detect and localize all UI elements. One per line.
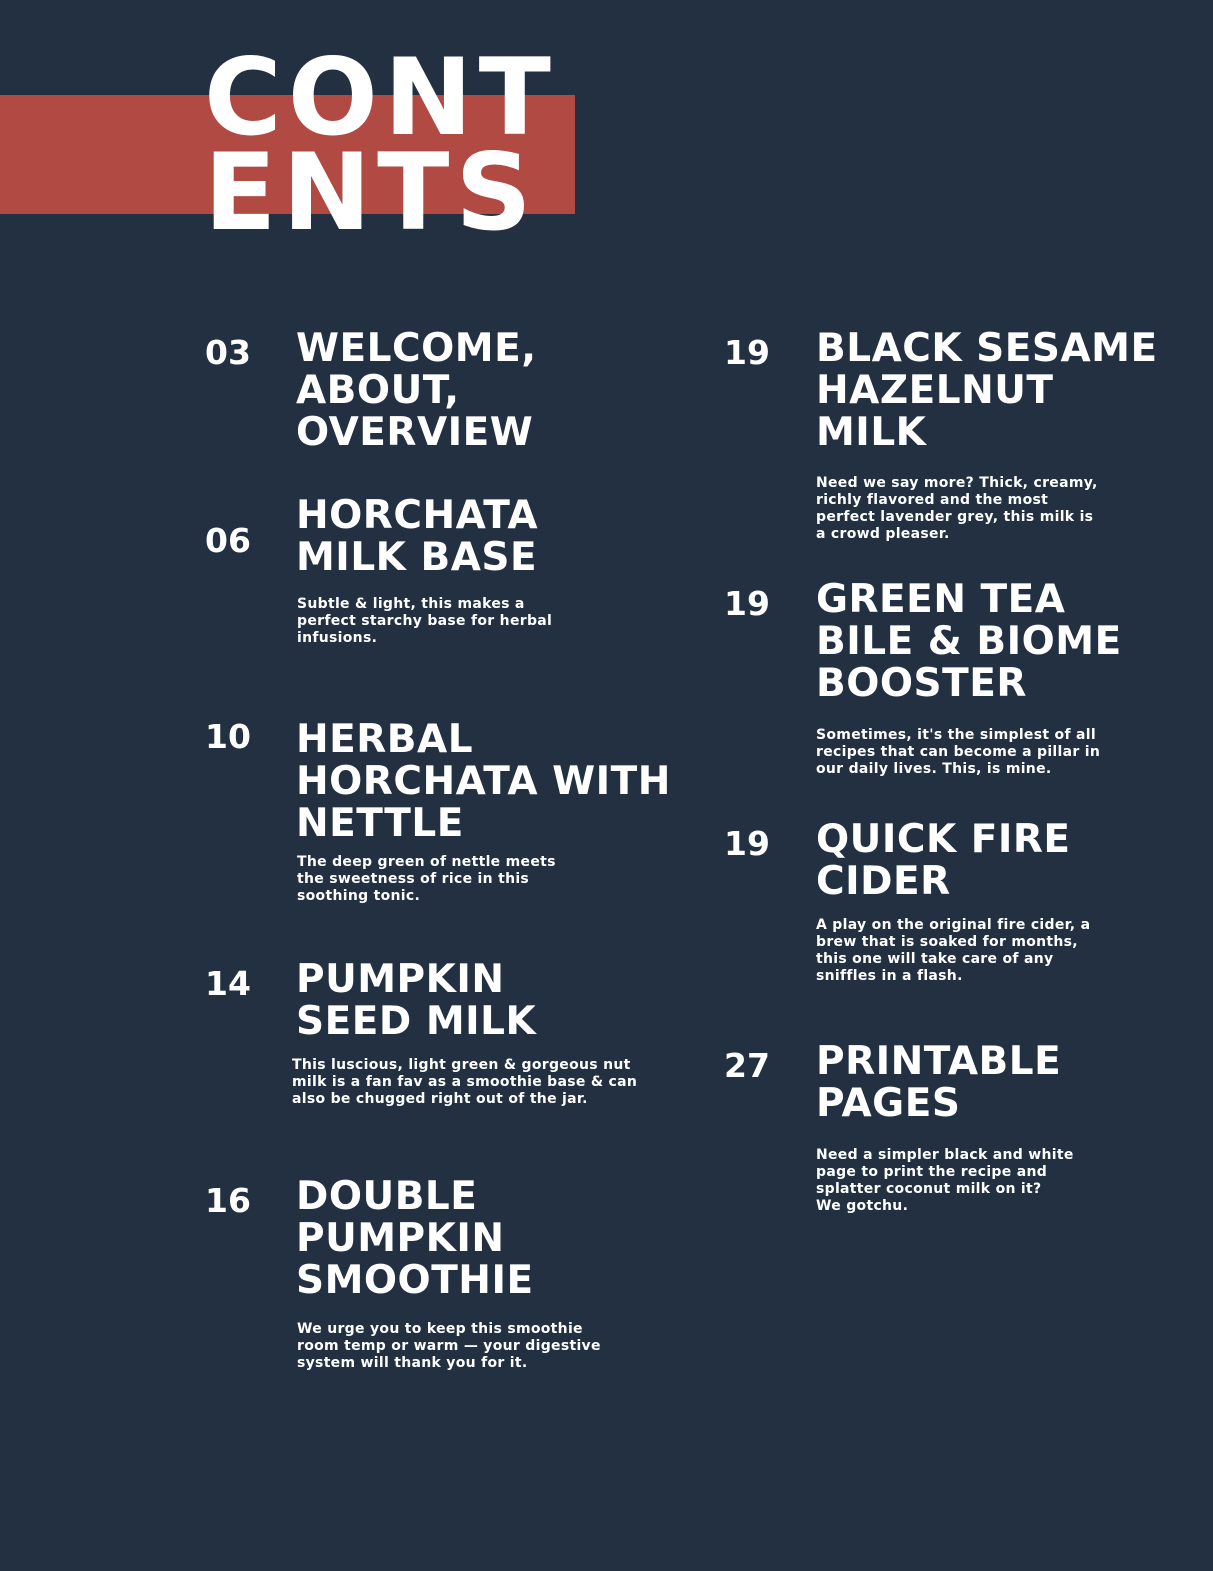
toc-page-number: 10 xyxy=(205,717,251,756)
toc-description: Need we say more? Thick, creamy, richly flavored and the most perfect lavender grey, this milk is a crowd pleaser. xyxy=(816,475,1098,542)
toc-heading: DOUBLE PUMPKIN SMOOTHIE xyxy=(296,1174,534,1303)
toc-heading: WELCOME, ABOUT, OVERVIEW xyxy=(296,326,537,455)
toc-description: The deep green of nettle meets the sweetness of rice in this soothing tonic. xyxy=(297,854,556,904)
toc-page-number: 16 xyxy=(205,1181,251,1220)
toc-heading: BLACK SESAME HAZELNUT MILK xyxy=(816,326,1158,455)
toc-description: Need a simpler black and white page to print the recipe and splatter coconut milk on it? We gotchu. xyxy=(816,1147,1074,1214)
toc-page-number: 06 xyxy=(205,521,251,560)
toc-heading: QUICK FIRE CIDER xyxy=(816,817,1071,904)
toc-page-number: 19 xyxy=(724,824,770,863)
page-title xyxy=(204,36,604,254)
toc-description: Sometimes, it's the simplest of all recipes that can become a pillar in our daily lives. This, is mine. xyxy=(816,727,1101,777)
toc-page-number: 27 xyxy=(724,1046,770,1085)
toc-heading: HORCHATA MILK BASE xyxy=(296,493,538,580)
toc-description: This luscious, light green & gorgeous nut milk is a fan fav as a smoothie base & can also be chugged right out of the jar. xyxy=(292,1057,638,1107)
page-title-line-1: CONT xyxy=(204,36,557,159)
toc-page-number: 03 xyxy=(205,333,251,372)
toc-page-number: 19 xyxy=(724,584,770,623)
toc-description: A play on the original fire cider, a brew that is soaked for months, this one will take care of any sniffles in a flash. xyxy=(816,917,1091,984)
toc-heading: GREEN TEA BILE & BIOME BOOSTER xyxy=(816,577,1122,706)
toc-page-number: 14 xyxy=(205,964,251,1003)
toc-heading: PRINTABLE PAGES xyxy=(816,1039,1062,1126)
toc-heading: HERBAL HORCHATA WITH NETTLE xyxy=(296,717,671,846)
toc-description: We urge you to keep this smoothie room temp or warm — your digestive system will thank you for it. xyxy=(297,1321,601,1371)
toc-description: Subtle & light, this makes a perfect starchy base for herbal infusions. xyxy=(297,596,553,646)
toc-page-number: 19 xyxy=(724,333,770,372)
toc-heading: PUMPKIN SEED MILK xyxy=(296,957,537,1044)
page-title-line-2: ENTS xyxy=(204,131,538,254)
